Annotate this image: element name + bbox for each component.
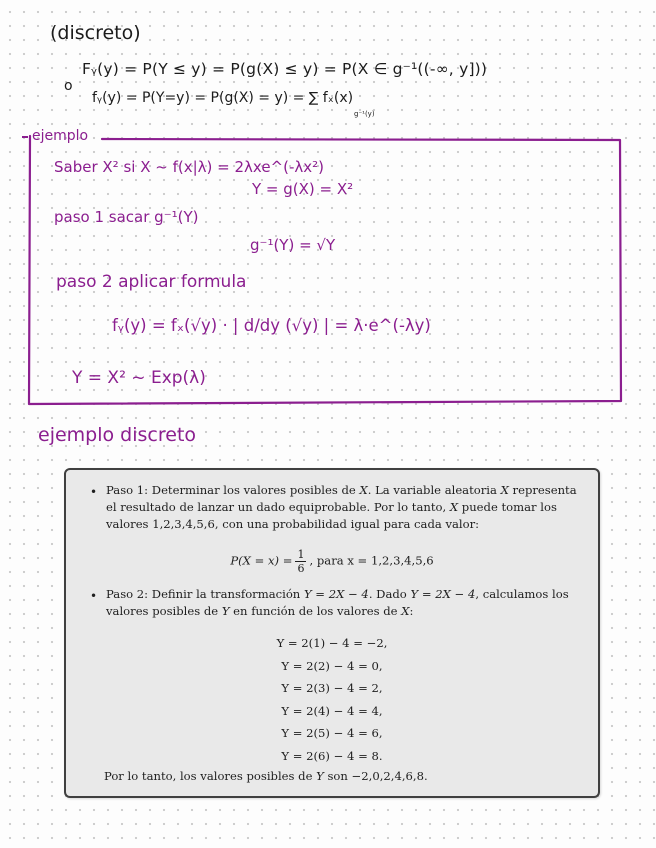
paso1-mid1: . La variable aleatoria [367,483,501,497]
paso1-pre: Paso 1: Determinar los valores posibles de [106,483,360,497]
discrete-heading: (discreto) [50,22,141,44]
paso2-end: : [409,604,414,618]
paso1-post: puede tomar los valores 1,2,3,4,5,6, con una probabilidad igual para cada valor: [106,500,557,531]
var-y: Y [221,604,230,618]
bullet-mark: o [64,78,73,94]
fraction-denominator: 6 [297,562,305,575]
bullet: • [90,589,98,603]
conclusion-paragraph [104,768,582,785]
pmf-formula: fᵧ(y) = P(Y=y) = P(g(X) = y) = ∑ fₓ(x) [92,90,354,106]
var-y: Y [316,769,324,783]
var-x: X [401,604,410,618]
transformation-steps [66,632,598,768]
bullet: • [90,485,98,499]
fraction [295,548,306,575]
ejemplo-discreto-label: ejemplo discreto [38,424,197,446]
step-line: Y = 2(3) − 4 = 2, [281,681,383,696]
step-line: Y = 2(1) − 4 = −2, [276,636,388,650]
paso2-pre: Paso 2: Definir la transformación [106,587,304,601]
sum-subscript: g⁻¹(y) [354,110,375,118]
transform-eq: Y = 2X − 4 [410,587,476,601]
paso1-paragraph [106,482,584,533]
prob-rhs: , para x = 1,2,3,4,5,6 [309,553,434,568]
conclusion-line: Y = X² ~ Exp(λ) [72,368,206,388]
paso2-post1: , calculamos los valores posibles de [106,587,569,618]
step-line: Y = 2(5) − 4 = 6, [281,726,383,741]
paso1-mid2: representa el resultado de lanzar un dado equiprobable. Por lo tanto, [106,483,577,514]
conclusion-pre: Por lo tanto, los valores posibles de [104,769,317,783]
result-formula: fᵧ(y) = fₓ(√y) · | d/dy (√y) | = λ·e^(-λy) [112,316,431,335]
paso2-paragraph [106,586,584,620]
probability-equation [66,548,598,575]
ejemplo-frame-line [29,136,621,404]
saber-line: Saber X² si X ~ f(x|λ) = 2λxe^(-λx²) [54,158,324,176]
step-line: Y = 2(2) − 4 = 0, [281,658,383,673]
paso2-line: paso 2 aplicar formula [56,272,247,292]
example-box [64,468,600,798]
var-x: X [500,483,509,497]
var-x: X [449,500,459,514]
ejemplo-label: ejemplo [32,128,89,144]
step-line: Y = 2(6) − 4 = 8. [281,748,383,763]
prob-lhs: P(X = x) = [230,553,293,568]
y-definition: Y = g(X) = X² [252,180,354,198]
cdf-formula: Fᵧ(y) = P(Y ≤ y) = P(g(X) ≤ y) = P(X ∈ g⁻¹((-∞, y])) [82,60,488,78]
var-x: X [359,483,368,497]
paso2-post2: en función de los valores de [229,604,402,618]
step-line: Y = 2(4) − 4 = 4, [281,703,383,718]
paso1-line: paso 1 sacar g⁻¹(Y) [54,208,199,226]
paso2-mid: . Dado [368,587,411,601]
fraction-numerator: 1 [297,548,305,561]
transform-eq: Y = 2X − 4 [303,587,369,601]
inverse-line: g⁻¹(Y) = √Y [250,236,336,254]
conclusion-post: son −2,0,2,4,6,8. [323,769,428,783]
